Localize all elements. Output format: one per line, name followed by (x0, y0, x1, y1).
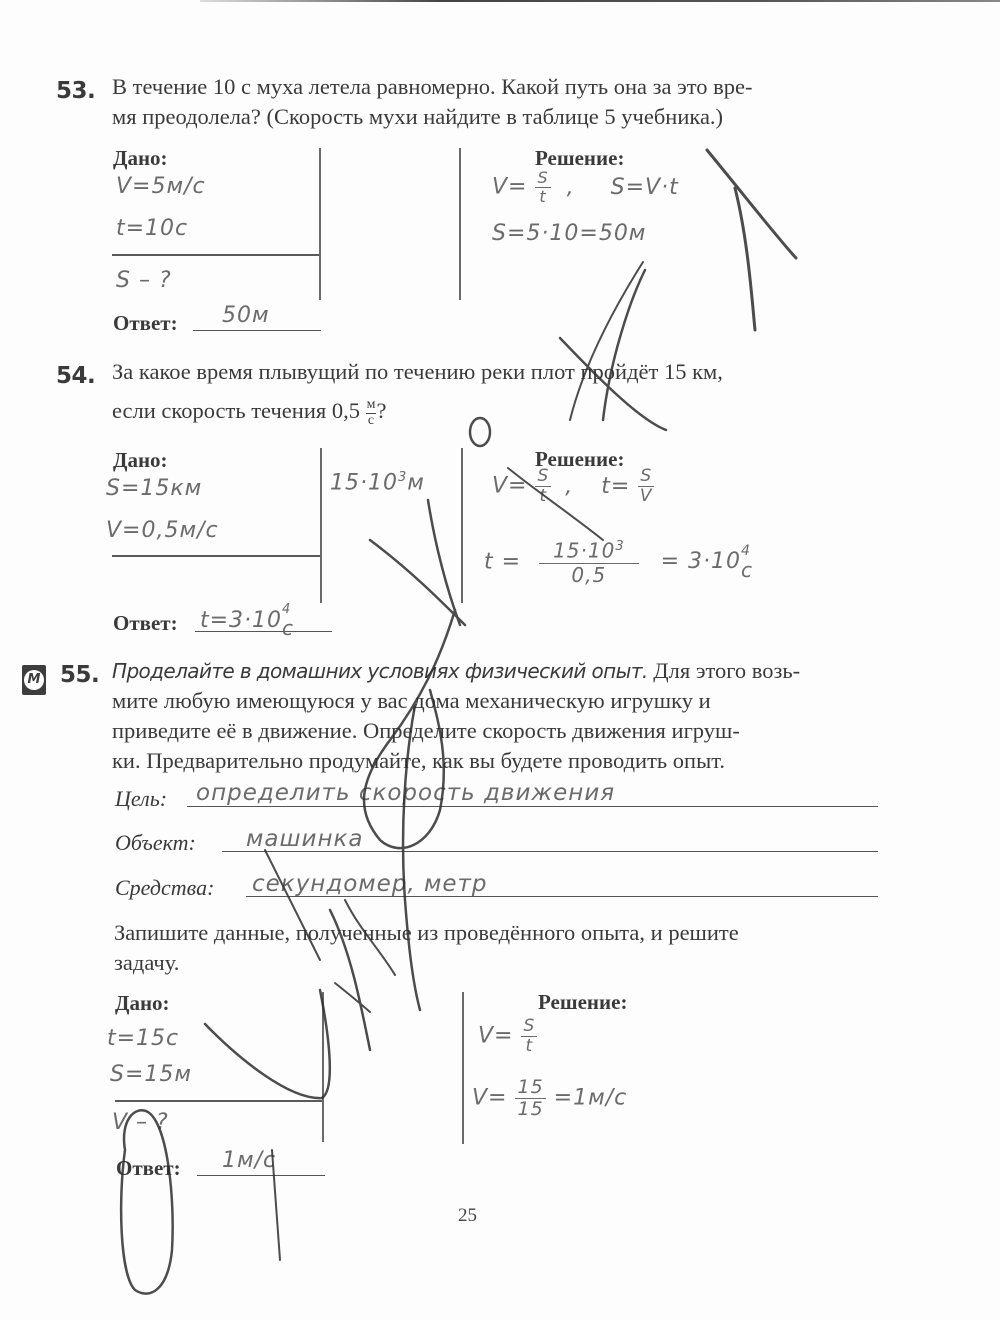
given-label: Дано: (113, 146, 168, 170)
fraction: $\frac{S}{t}$ (537, 466, 550, 506)
given-column-border (319, 148, 321, 300)
fraction: $\frac{15\cdot 10^3}{0,5}$ (539, 540, 639, 585)
solution-label: Решение: (538, 990, 628, 1014)
problem-text-line: приведите её в движение. Определите скорость движения игруш- (112, 718, 740, 743)
problem-text-line: мя преодолела? (Скорость мухи найдите в таблице 5 учебника.) (112, 104, 724, 129)
given-value: t=10с (116, 216, 189, 241)
fraction: $\frac{S}{V}$ (639, 466, 653, 506)
answer-label: Ответ: (116, 1156, 181, 1180)
given-label: Дано: (115, 991, 170, 1015)
object-label: Объект: (115, 830, 196, 855)
problem-text-line: ки. Предварительно продумайте, как вы будете проводить опыт. (112, 748, 725, 773)
given-value: t=15с (107, 1026, 180, 1051)
given-value: S=15км (106, 476, 203, 501)
solution-line: S=5·10=50м (492, 221, 647, 246)
given-label: Дано: (113, 448, 168, 472)
answer-value: 1м/с (222, 1148, 277, 1173)
solution-column-border (462, 992, 464, 1144)
answer-value: t=3·10 4 с (200, 602, 295, 641)
problem-text-line: В течение 10 с муха летела равномерно. Какой путь она за это вре- (112, 74, 753, 99)
solution-column-border (461, 448, 463, 603)
fraction: $\frac{S}{t}$ (523, 1016, 536, 1056)
problem-text-line: Проделайте в домашних условиях физический опыт. Для этого возь- (112, 658, 801, 683)
answer-label: Ответ: (113, 611, 178, 635)
unit-conversion: $15\cdot 10^3м$ (330, 470, 425, 496)
solution-line: V= $\frac{S}{t}$ , S=V·t (492, 168, 679, 206)
solution-line: V= $\frac{S}{t}$ , t= $\frac{S}{V}$ (492, 466, 653, 506)
goal-value: определить скорость движения (196, 780, 616, 806)
answer-line (193, 330, 321, 331)
goal-line (187, 806, 878, 807)
fraction: $\frac{15}{15}$ (517, 1076, 544, 1120)
goal-label: Цель: (115, 786, 168, 811)
given-value: V=0,5м/с (106, 518, 219, 543)
fraction: $\frac{S}{t}$ (537, 168, 549, 206)
unit-fraction: $\frac{м}{с}$ (366, 396, 376, 428)
solution-line: V= $\frac{S}{t}$ (478, 1016, 536, 1056)
problem-number: 54. (56, 363, 96, 389)
problem-text-line: За какое время плывущий по течению реки плот пройдёт 15 км, (112, 359, 723, 384)
find-value: S – ? (116, 268, 172, 293)
problem-text-line: мите любую имеющуюся у вас дома механическую игрушку и (112, 688, 711, 713)
tools-value: секундомер, метр (252, 871, 488, 897)
given-divider (112, 254, 320, 256)
problem-text (112, 656, 880, 776)
object-value: машинка (246, 826, 364, 852)
answer-value: 50м (222, 303, 270, 328)
solution-line: V= $\frac{15}{15}$ =1м/с (472, 1076, 628, 1120)
problem-number: 55. (60, 662, 100, 688)
find-value: V – ? (112, 1110, 169, 1135)
answer-label: Ответ: (113, 311, 178, 335)
problem-text (112, 72, 880, 132)
page-number: 25 (458, 1205, 477, 1226)
page-top-edge (200, 0, 1000, 2)
problem-number: 53. (56, 78, 96, 104)
home-experiment-badge (22, 665, 46, 695)
given-divider (112, 555, 321, 557)
m-icon: М (24, 670, 44, 690)
tools-label: Средства: (115, 875, 215, 900)
solution-line: t = $\frac{15\cdot 10^3}{0,5}$ = 3·10 4 с (484, 538, 754, 587)
solution-column-border (459, 148, 461, 300)
instruction-text: Запишите данные, полученные из проведённого опыта, и решите задачу. (114, 920, 739, 975)
given-value: S=15м (110, 1062, 192, 1087)
given-value: V=5м/с (116, 174, 206, 199)
solution-label: Решение: (535, 447, 625, 471)
solution-label: Решение: (535, 146, 625, 170)
given-column-border (322, 992, 324, 1142)
problem-text-line: если скорость течения 0,5 $\frac{м}{с}$ ? (112, 396, 387, 428)
given-column-border (320, 448, 322, 603)
given-divider (115, 1100, 323, 1102)
answer-line (197, 1175, 325, 1176)
